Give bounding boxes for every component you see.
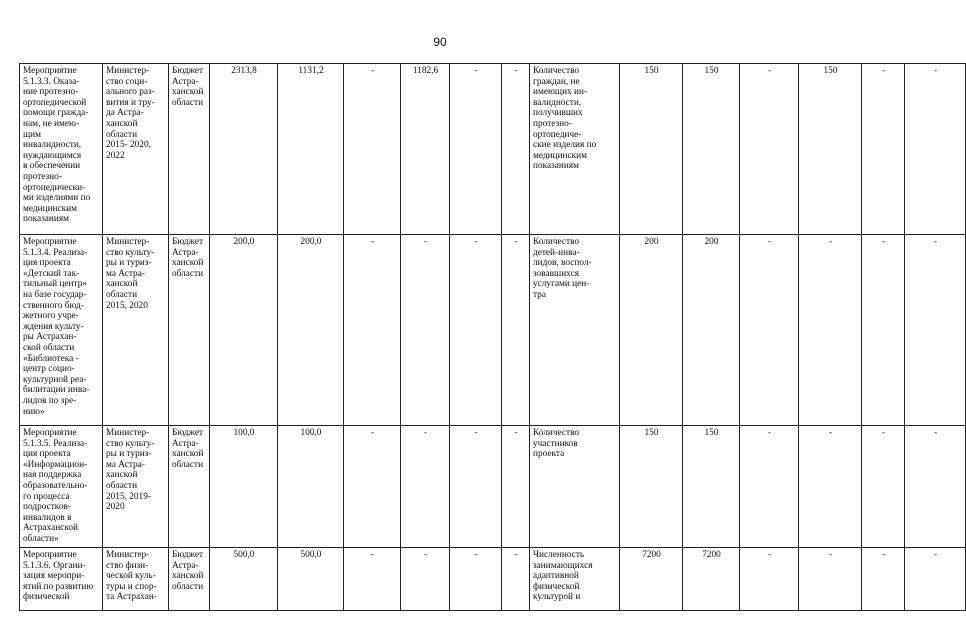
event-cell: Мероприятие 5.1.3.4. Реализа- ция проекта «Детский так- тильный центр» на базе государ- ственного бюд- жетного учре- ждения культу- ры Астрахан- ской области «Библиотека - центр социо- культурной реа- билитации инва- лидов по зре- нию» [20,235,103,426]
total-funding-cell: 200,0 [210,235,278,426]
table-row [20,235,966,426]
indicator-year4-cell: - [862,235,905,426]
indicator-year3-cell: - [799,426,862,548]
indicator-year5-cell: - [905,235,966,426]
funding-source-cell: Бюджет Астра- ханской области [169,64,210,235]
indicator-year4-cell: - [862,426,905,548]
indicator-year1-cell: 7200 [683,548,740,611]
funding-year2-cell: - [344,426,401,548]
funding-source-cell: Бюджет Астра- ханской области [169,426,210,548]
total-funding-cell: 100,0 [210,426,278,548]
indicator-year2-cell: - [740,64,799,235]
indicator-cell: Количество граждан, не имеющих ин- валидности, получивших протезно- ортопедиче- ские изделия по медицинским показаниям [530,64,620,235]
funding-year3-cell: - [401,426,450,548]
event-cell: Мероприятие 5.1.3.3. Оказа- ние протезно- ортопедической помощи гражда- нам, не имею- щим инвалидности, нуждающимся в обеспечении протезно- ортопедически- ми изделиями по медицинским показаниям [20,64,103,235]
indicator-year5-cell: - [905,548,966,611]
funding-year5-cell: - [502,235,530,426]
indicator-year3-cell: 150 [799,64,862,235]
indicator-year1-cell: 150 [683,426,740,548]
total-funding-cell: 500,0 [210,548,278,611]
table-row [20,64,966,235]
funding-year5-cell: - [502,548,530,611]
funding-year1-cell: 1131,2 [278,64,344,235]
indicator-base-cell: 150 [620,426,683,548]
indicator-base-cell: 150 [620,64,683,235]
indicator-year3-cell: - [799,548,862,611]
executor-cell: Министер- ство культу- ры и туриз- ма Астра- ханской области 2015, 2020 [103,235,169,426]
funding-year2-cell: - [344,235,401,426]
executor-cell: Министер- ство соци- ального раз- вития и тру- да Астра- ханской области 2015- 2020, 2022 [103,64,169,235]
funding-year4-cell: - [450,548,502,611]
executor-cell: Министер- ство физи- ческой куль- туры и спор- та Астрахан- [103,548,169,611]
executor-cell: Министер- ство культу- ры и туриз- ма Астра- ханской области 2015, 2019- 2020 [103,426,169,548]
program-events-table [19,63,966,611]
funding-year3-cell: 1182,6 [401,64,450,235]
indicator-year5-cell: - [905,64,966,235]
funding-year1-cell: 200,0 [278,235,344,426]
funding-year5-cell: - [502,64,530,235]
total-funding-cell: 2313,8 [210,64,278,235]
indicator-cell: Численность занимающихся адаптивной физической культурой и [530,548,620,611]
event-cell: Мероприятие 5.1.3.6. Органи- зация меропри- ятий по развитию физической [20,548,103,611]
funding-year4-cell: - [450,426,502,548]
table-row [20,548,966,611]
funding-year2-cell: - [344,64,401,235]
indicator-cell: Количество участников проекта [530,426,620,548]
page-number: 90 [433,35,447,49]
indicator-year3-cell: - [799,235,862,426]
funding-year1-cell: 500,0 [278,548,344,611]
funding-year5-cell: - [502,426,530,548]
indicator-year2-cell: - [740,548,799,611]
indicator-year4-cell: - [862,548,905,611]
funding-year2-cell: - [344,548,401,611]
indicator-year1-cell: 150 [683,64,740,235]
funding-year1-cell: 100,0 [278,426,344,548]
indicator-year2-cell: - [740,426,799,548]
indicator-cell: Количество детей-инва- лидов, воспол- зовавшихся услугами цен- тра [530,235,620,426]
funding-year3-cell: - [401,548,450,611]
table-row [20,426,966,548]
funding-year3-cell: - [401,235,450,426]
indicator-base-cell: 7200 [620,548,683,611]
indicator-year4-cell: - [862,64,905,235]
indicator-year2-cell: - [740,235,799,426]
indicator-year1-cell: 200 [683,235,740,426]
indicator-year5-cell: - [905,426,966,548]
funding-source-cell: Бюджет Астра- ханской области [169,235,210,426]
funding-source-cell: Бюджет Астра- ханской области [169,548,210,611]
funding-year4-cell: - [450,64,502,235]
funding-year4-cell: - [450,235,502,426]
event-cell: Мероприятие 5.1.3.5. Реализа- ция проекта «Информацион- ная поддержка образовательно- го процесса подростков- инвалидов в Астраханской области» [20,426,103,548]
indicator-base-cell: 200 [620,235,683,426]
